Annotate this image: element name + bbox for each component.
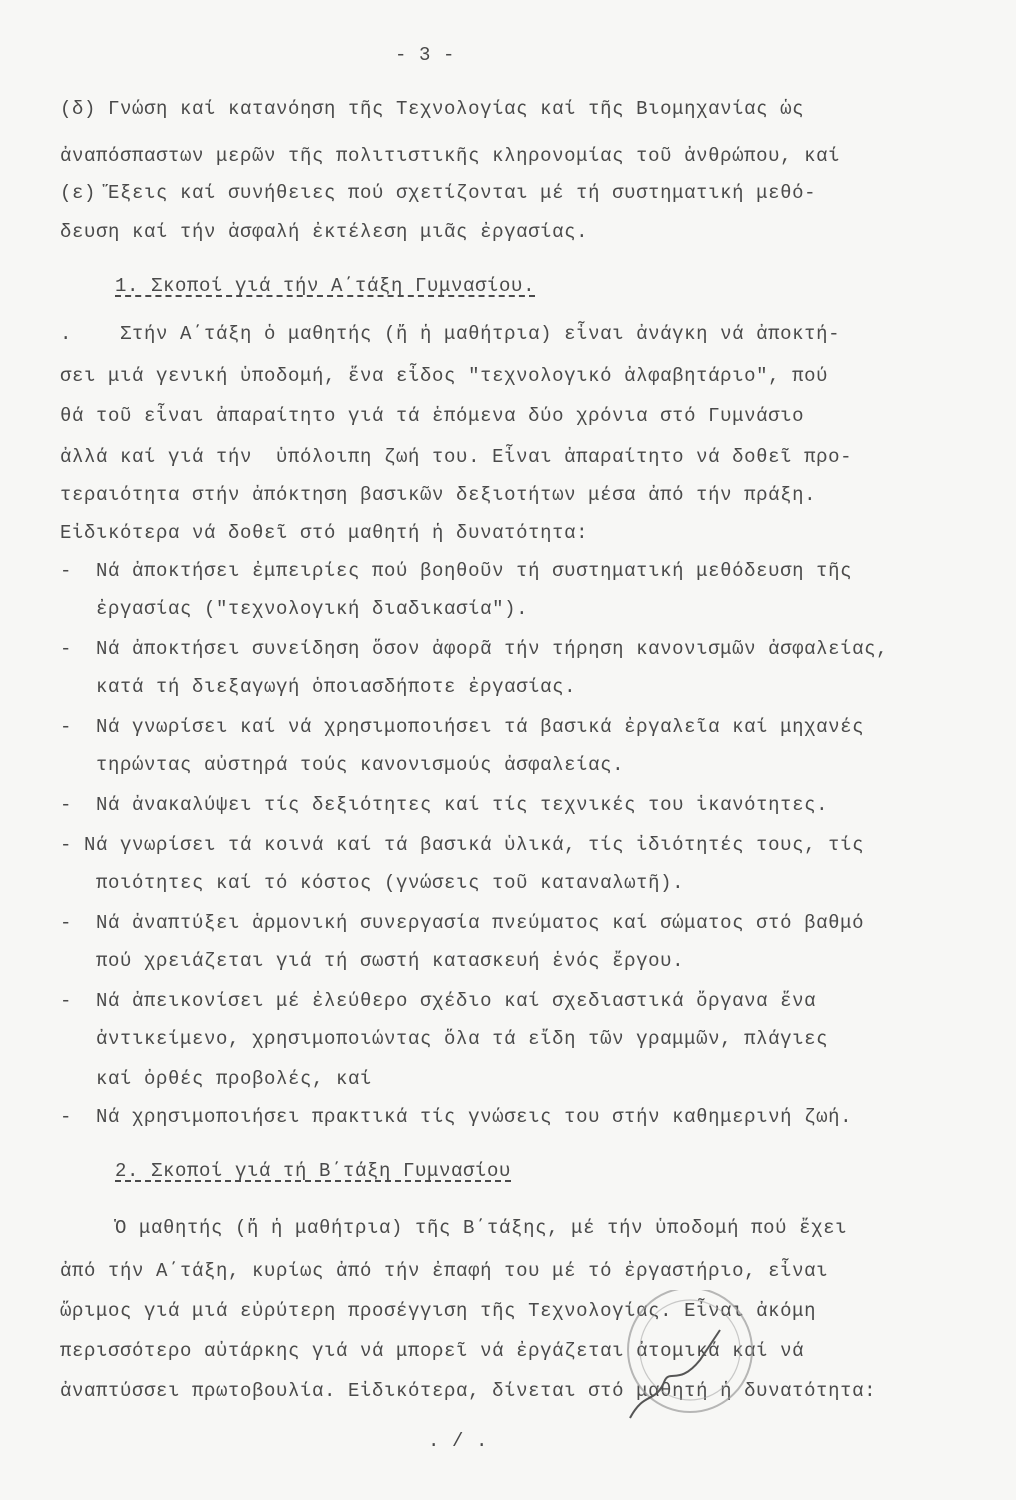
signature-mark	[630, 1330, 720, 1418]
list-item: - Νά ἀποκτήσει συνείδηση ὅσον ἀφορᾶ τήν τήρηση κανονισμῶν ἀσφαλείας,	[60, 638, 889, 660]
section1-paragraph-line: σει μιά γενική ὑποδομή, ἕνα εἶδος "τεχνολογικό ἀλφαβητάριο", πού	[60, 365, 829, 387]
intro-line: δευση καί τήν ἀσφαλή ἐκτέλεση μιᾶς ἐργασίας.	[60, 221, 589, 243]
list-item-continuation: ποιότητες καί τό κόστος (γνώσεις τοῦ καταναλωτῆ).	[60, 872, 685, 894]
intro-line: (δ) Γνώση καί κατανόηση τῆς Τεχνολογίας καί τῆς Βιομηχανίας ὡς	[60, 98, 805, 120]
list-item: - Νά ἀπεικονίσει μέ ἐλεύθερο σχέδιο καί σχεδιαστικά ὄργανα ἕνα	[60, 990, 817, 1012]
list-item-continuation: ἐργασίας ("τεχνολογική διαδικασία").	[60, 598, 529, 620]
list-item-continuation: κατά τή διεξαγωγή ὁποιασδήποτε ἐργασίας.	[60, 676, 577, 698]
list-item: - Νά γνωρίσει τά κοινά καί τά βασικά ὑλικά, τίς ἰδιότητές τους, τίς	[60, 834, 865, 856]
section2-paragraph-line: ἀναπτύσσει πρωτοβουλία. Εἰδικότερα, δίνεται στό μαθητή ἡ δυνατότητα:	[60, 1380, 877, 1402]
list-item: - Νά ἀνακαλύψει τίς δεξιότητες καί τίς τεχνικές του ἱκανότητες.	[60, 794, 829, 816]
section1-paragraph-line: Εἰδικότερα νά δοθεῖ στό μαθητή ἡ δυνατότητα:	[60, 522, 589, 544]
intro-line: ἀναπόσπαστων μερῶν τῆς πολιτιστικῆς κληρονομίας τοῦ ἀνθρώπου, καί	[60, 145, 841, 167]
section2-paragraph-line: ἀπό τήν Α΄τάξη, κυρίως ἀπό τήν ἐπαφή του μέ τό ἐργαστήριο, εἶναι	[60, 1260, 829, 1282]
page-continuation-mark: . / .	[428, 1430, 489, 1452]
list-item-continuation: πού χρειάζεται γιά τή σωστή κατασκευή ἑνός ἔργου.	[60, 950, 685, 972]
list-item-continuation: καί ὀρθές προβολές, καί	[60, 1068, 373, 1090]
list-item-continuation: τηρώντας αὐστηρά τούς κανονισμούς ἀσφαλείας.	[60, 754, 625, 776]
section1-paragraph-line: . Στήν Α΄τάξη ὁ μαθητής (ἤ ἡ μαθήτρια) εἶναι ἀνάγκη νά ἀποκτή-	[60, 323, 841, 345]
section1-paragraph-line: ἀλλά καί γιά τήν ὑπόλοιπη ζωή του. Εἶναι ἀπαραίτητο νά δοθεῖ προ-	[60, 446, 853, 468]
list-item: - Νά ἀναπτύξει ἁρμονική συνεργασία πνεύματος καί σώματος στό βαθμό	[60, 912, 865, 934]
section-heading-2: 2. Σκοποί γιά τή Β΄τάξη Γυμνασίου	[115, 1160, 512, 1182]
official-stamp	[610, 1290, 760, 1430]
list-item: - Νά γνωρίσει καί νά χρησιμοποιήσει τά βασικά ἐργαλεῖα καί μηχανές	[60, 716, 865, 738]
list-item: - Νά χρησιμοποιήσει πρακτικά τίς γνώσεις του στήν καθημερινή ζωή.	[60, 1106, 853, 1128]
page-number: - 3 -	[395, 44, 456, 66]
intro-line: (ε) Ἕξεις καί συνήθειες πού σχετίζονται μέ τή συστηματική μεθό-	[60, 182, 817, 204]
section1-paragraph-line: τεραιότητα στήν ἀπόκτηση βασικῶν δεξιοτήτων μέσα ἀπό τήν πράξη.	[60, 484, 817, 506]
list-item: - Νά ἀποκτήσει ἐμπειρίες πού βοηθοῦν τή συστηματική μεθόδευση τῆς	[60, 560, 853, 582]
section2-paragraph-line: ὥριμος γιά μιά εὐρύτερη προσέγγιση τῆς Τεχνολογίας. Εἶναι ἀκόμη	[60, 1300, 817, 1322]
section2-paragraph-line: περισσότερο αὐτάρκης γιά νά μπορεῖ νά ἐργάζεται ἀτομικά καί νά	[60, 1340, 805, 1362]
section2-paragraph-line: Ὁ μαθητής (ἤ ἡ μαθήτρια) τῆς Β΄τάξης, μέ τήν ὑποδομή πού ἔχει	[115, 1217, 848, 1239]
list-item-continuation: ἀντικείμενο, χρησιμοποιώντας ὅλα τά εἴδη τῶν γραμμῶν, πλάγιες	[60, 1028, 829, 1050]
section1-paragraph-line: θά τοῦ εἶναι ἀπαραίτητο γιά τά ἑπόμενα δύο χρόνια στό Γυμνάσιο	[60, 405, 805, 427]
section-heading-1: 1. Σκοποί γιά τήν Α΄τάξη Γυμνασίου.	[115, 275, 536, 297]
